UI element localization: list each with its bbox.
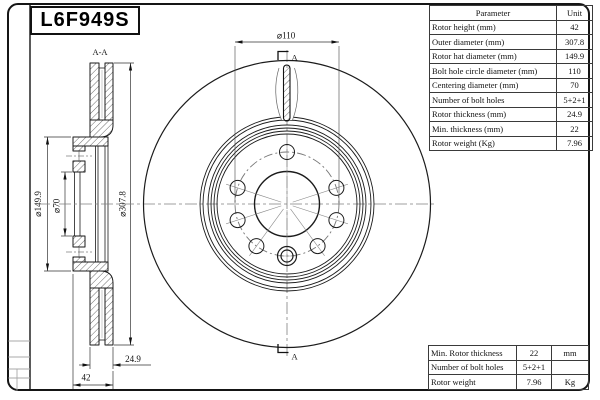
table-row [429, 360, 589, 375]
spec-param: Rotor weight (Kg) [430, 136, 557, 151]
spec-param: Rotor height (mm) [430, 20, 557, 35]
summary-label: Rotor weight [429, 375, 517, 390]
summary-value: 5+2+1 [517, 360, 552, 375]
spec-value: 149.9 [557, 49, 593, 64]
spec-param: Number of bolt holes [430, 93, 557, 108]
spec-value: 307.8 [557, 35, 593, 50]
summary-label: Number of bolt holes [429, 360, 517, 375]
spec-header-unit: Unit [557, 6, 593, 21]
centering-diameter-dimension: ⌀70 [51, 198, 62, 214]
table-row [430, 20, 593, 35]
spec-header-parameter: Parameter [430, 6, 557, 21]
table-row [430, 35, 593, 50]
outer-diameter-dimension: ⌀307.8 [117, 191, 128, 217]
spec-param: Outer diameter (mm) [430, 35, 557, 50]
spec-value: 70 [557, 78, 593, 93]
table-row [429, 346, 589, 361]
spec-table [429, 5, 593, 151]
table-row [430, 107, 593, 122]
spec-value: 5+2+1 [557, 93, 593, 108]
table-row [430, 122, 593, 137]
summary-unit: mm [552, 346, 589, 361]
spec-value: 24.9 [557, 107, 593, 122]
section-view [33, 47, 151, 389]
table-row [430, 136, 593, 151]
bolt-circle-diameter-dimension: ⌀110 [276, 30, 296, 41]
section-flag-bottom [278, 344, 299, 362]
table-row [430, 64, 593, 79]
spec-param: Rotor hat diameter (mm) [430, 49, 557, 64]
summary-value: 7.96 [517, 375, 552, 390]
summary-unit: Kg [552, 375, 589, 390]
section-marker-top: A [291, 52, 298, 63]
spec-param: Rotor thickness (mm) [430, 107, 557, 122]
summary-unit [552, 360, 589, 375]
part-number: L6F949S [40, 9, 130, 31]
summary-value: 22 [517, 346, 552, 361]
part-number-box [30, 6, 140, 35]
section-view-title: A-A [92, 47, 108, 57]
table-row [430, 93, 593, 108]
hat-diameter-dimension: ⌀149.9 [33, 191, 43, 217]
spec-param: Bolt hole circle diameter (mm) [430, 64, 557, 79]
table-row [430, 49, 593, 64]
section-cut-slot [276, 65, 298, 121]
spec-header-row [430, 6, 593, 21]
spec-value: 110 [557, 64, 593, 79]
margin-column [9, 5, 31, 392]
summary-label: Min. Rotor thickness [429, 346, 517, 361]
spec-param: Min. thickness (mm) [430, 122, 557, 137]
rotor-thickness-dimension: 24.9 [125, 354, 141, 364]
spec-value: 7.96 [557, 136, 593, 151]
table-row [429, 375, 589, 390]
spec-value: 42 [557, 20, 593, 35]
section-dimension-arrows [46, 63, 132, 387]
rotor-height-dimension: 42 [81, 372, 91, 383]
title-block-grid [9, 341, 31, 391]
section-marker-bottom: A [291, 351, 298, 362]
spec-value: 22 [557, 122, 593, 137]
table-row [430, 78, 593, 93]
summary-table [428, 345, 589, 390]
spec-param: Centering diameter (mm) [430, 78, 557, 93]
